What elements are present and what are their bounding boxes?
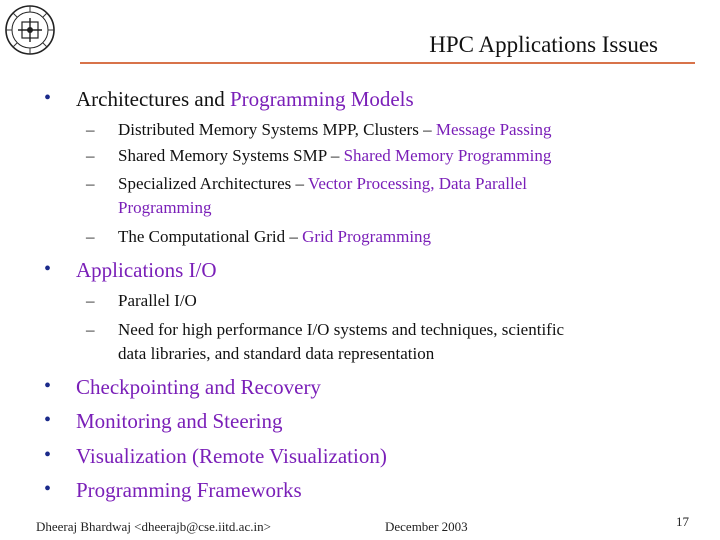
slide-title: HPC Applications Issues — [429, 32, 658, 57]
bullet-dot: • — [44, 444, 52, 466]
bullet-frameworks-text: Programming Frameworks — [76, 478, 302, 502]
bullet-applications-io-text: Applications I/O — [76, 258, 217, 282]
bullet-architectures-part3: Programming Models — [229, 87, 414, 111]
bullet-checkpointing-text: Checkpointing and Recovery — [76, 375, 321, 399]
sub-bullet-emphasis: Grid Programming — [302, 227, 432, 246]
sub-bullet-text: Specialized Architectures – — [118, 174, 308, 193]
bullet-dot: • — [44, 87, 52, 109]
bullet-dot: • — [44, 478, 52, 500]
bullet-dot: • — [44, 258, 52, 280]
bullet-dot: • — [44, 375, 52, 397]
sub-bullet-emphasis: Programming — [118, 198, 212, 217]
bullet-dot: • — [44, 409, 52, 431]
sub-bullet-text: Distributed Memory Systems MPP, Clusters – — [118, 120, 436, 139]
bullet-monitoring-text: Monitoring and Steering — [76, 409, 283, 433]
bullet-architectures-part1: Architectures — [76, 87, 190, 111]
sub-bullet-text: The Computational Grid – — [118, 227, 303, 246]
bullet-visualization-text: Visualization (Remote Visualization) — [76, 444, 387, 468]
title-divider — [80, 62, 695, 64]
sub-bullet-text: Shared Memory Systems SMP – — [118, 146, 344, 165]
page-number: 17 — [676, 514, 689, 529]
sub-bullet-text: Need for high performance I/O systems and techniques, scientific — [118, 320, 565, 339]
footer-author: Dheeraj Bhardwaj <dheerajb@cse.iitd.ac.in> — [36, 519, 271, 534]
sub-bullet-emphasis: Shared Memory Programming — [343, 146, 552, 165]
sub-bullet-emphasis: Vector Processing, Data Parallel — [307, 174, 527, 193]
bullet-architectures-part2: and — [189, 87, 230, 111]
sub-bullet-text: data libraries, and standard data representation — [118, 344, 435, 363]
sub-bullet-text: Parallel I/O — [118, 291, 197, 310]
institute-seal-icon — [4, 2, 56, 58]
footer-date: December 2003 — [385, 519, 468, 534]
sub-bullet-emphasis: Message Passing — [435, 120, 552, 139]
